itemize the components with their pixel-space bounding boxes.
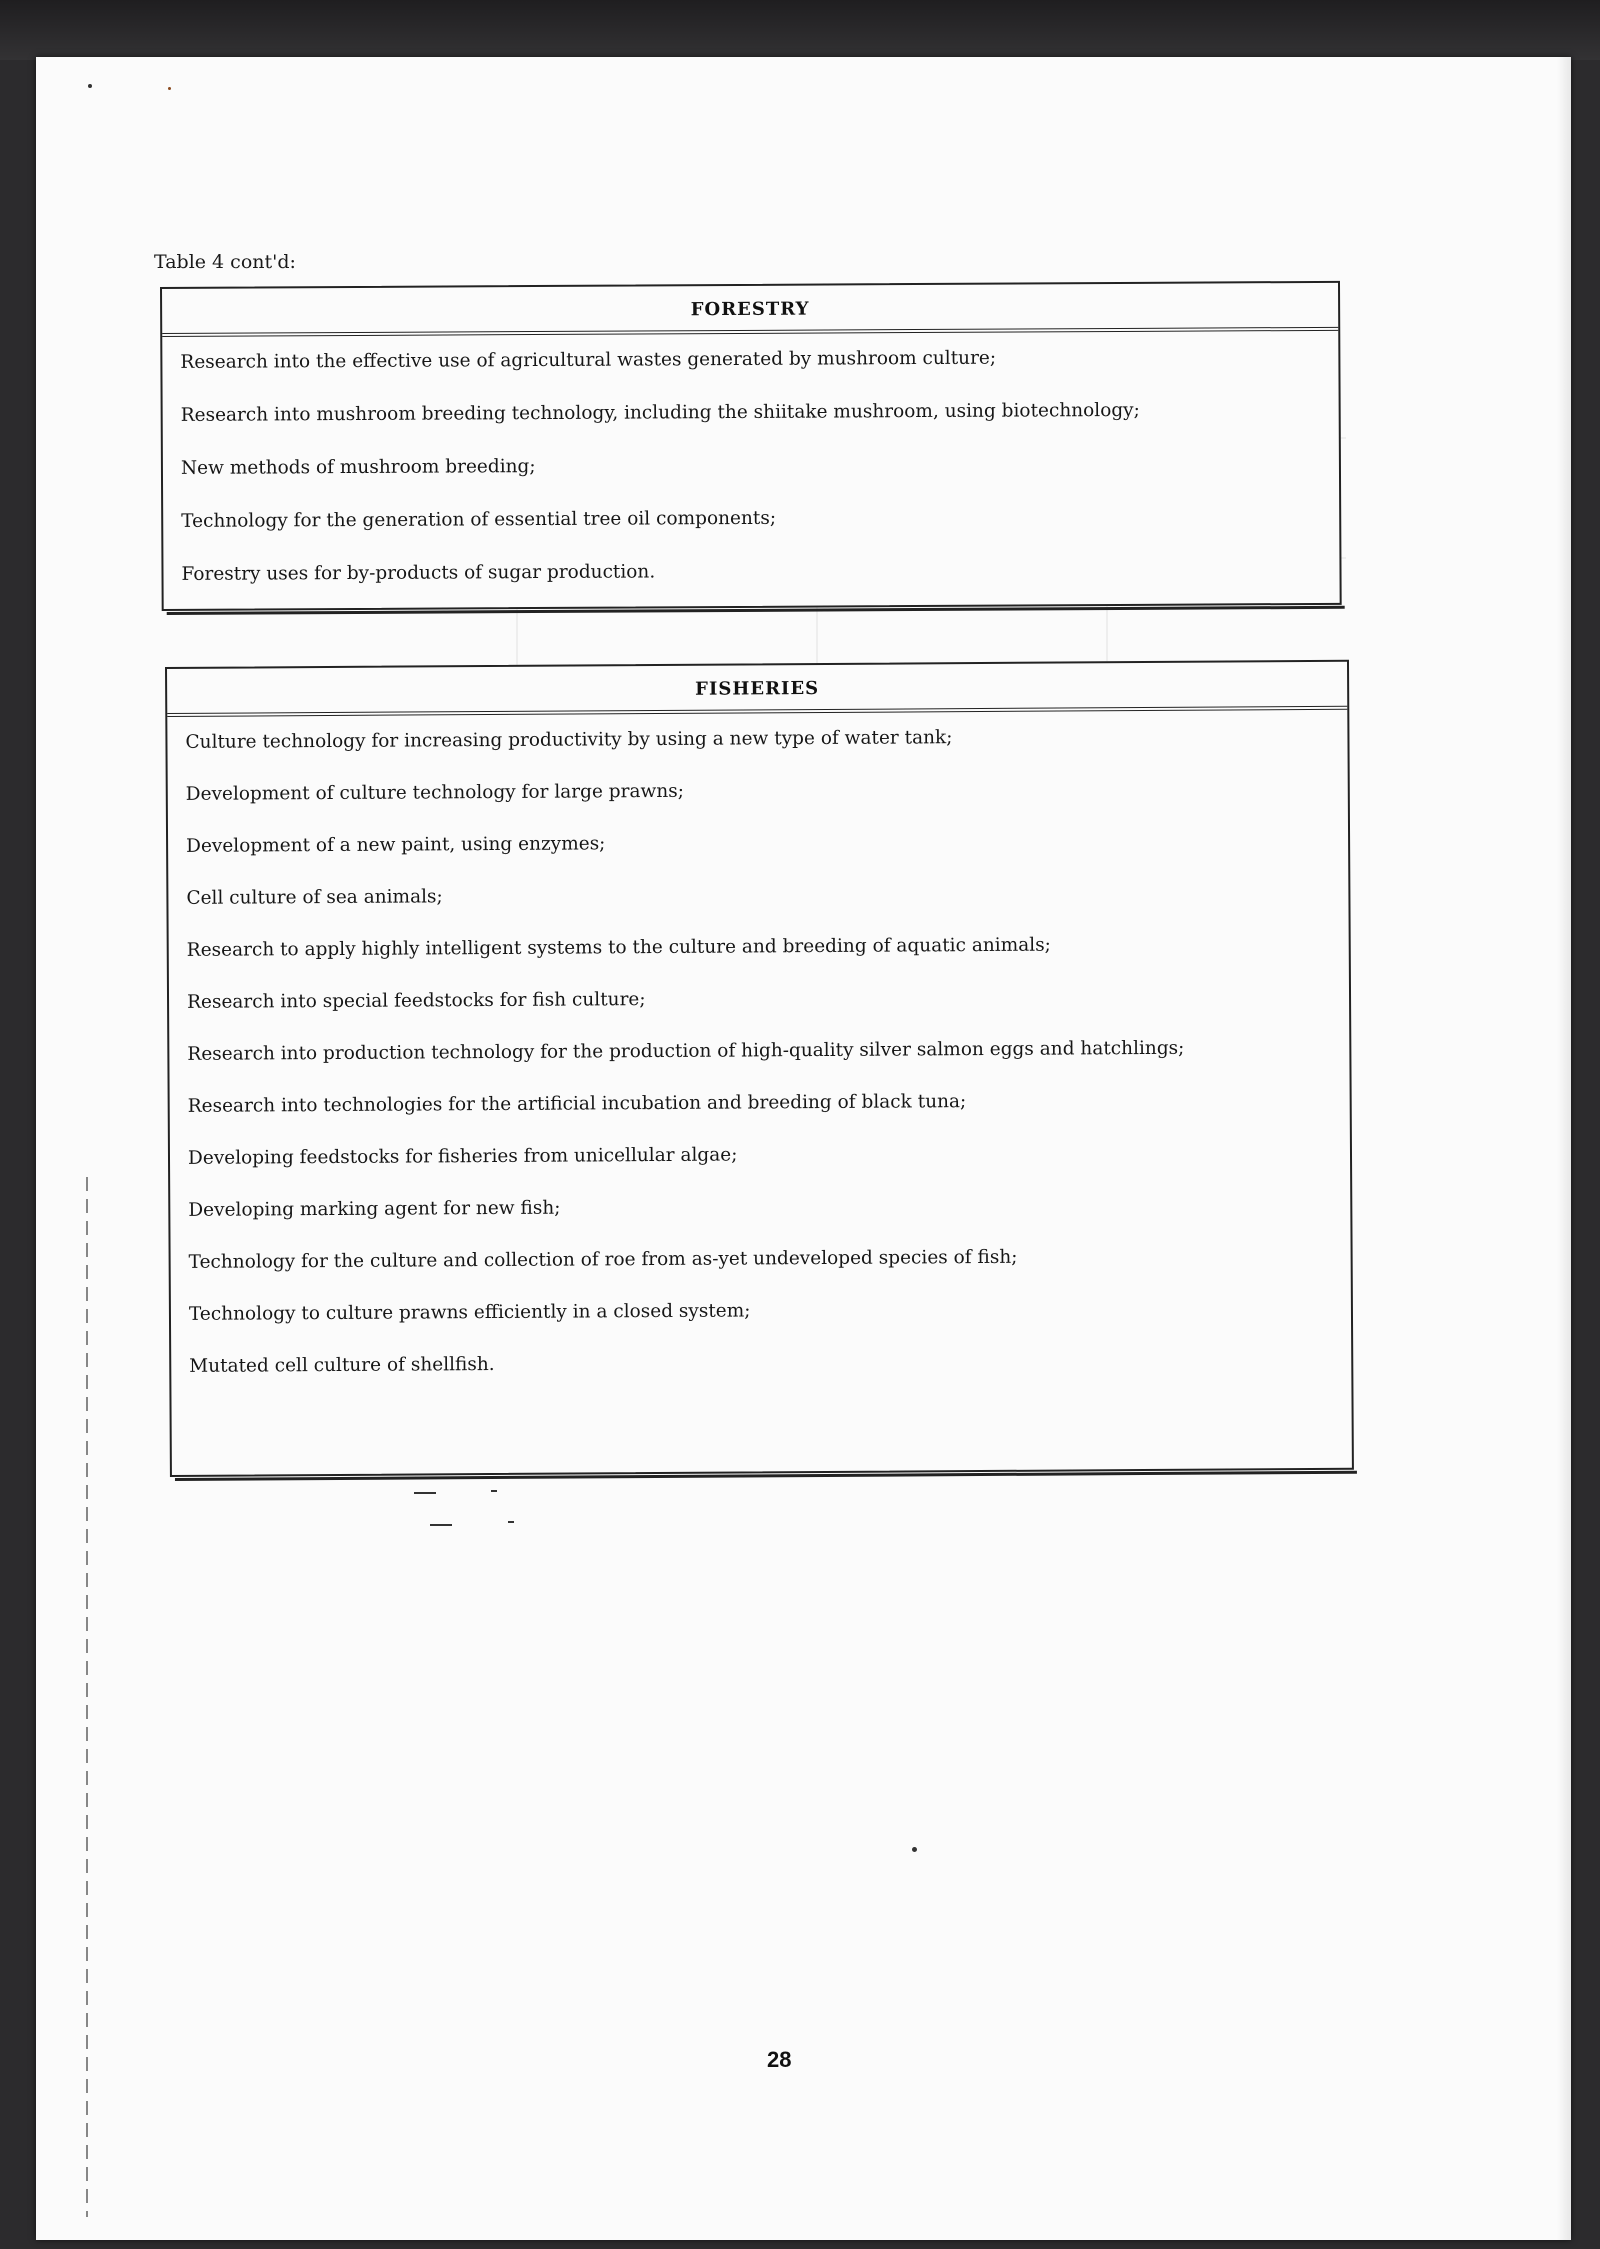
list-item: Research to apply highly intelligent systems to the culture and breeding of aquatic animals; <box>186 934 1051 961</box>
scan-speck <box>168 87 171 90</box>
list-item: Research into production technology for the production of high-quality silver salmon eggs and hatchlings; <box>187 1037 1185 1065</box>
forestry-heading: FORESTRY <box>162 283 1338 337</box>
list-item: Mutated cell culture of shellfish. <box>189 1353 495 1377</box>
table-caption: Table 4 cont'd: <box>154 251 296 273</box>
scan-speck <box>912 1847 917 1852</box>
forestry-table <box>160 281 1342 611</box>
list-item: Technology for the culture and collection of roe from as-yet undeveloped species of fish; <box>188 1246 1018 1273</box>
scan-background <box>0 0 1600 60</box>
list-item: Research into special feedstocks for fish culture; <box>186 989 646 1013</box>
list-item: Culture technology for increasing productivity by using a new type of water tank; <box>185 727 953 753</box>
list-item: Forestry uses for by-products of sugar production. <box>181 561 656 585</box>
list-item: Research into technologies for the artificial incubation and breeding of black tuna; <box>187 1091 967 1117</box>
stray-mark <box>430 1524 452 1526</box>
list-item: Developing marking agent for new fish; <box>188 1197 561 1221</box>
list-item: Research into mushroom breeding technology, including the shiitake mushroom, using biotechnology; <box>180 399 1140 426</box>
list-item: Development of a new paint, using enzymes; <box>186 833 606 857</box>
fisheries-list <box>167 710 1351 1379</box>
list-item: Development of culture technology for large prawns; <box>185 780 685 805</box>
list-item: Research into the effective use of agricultural wastes generated by mushroom culture; <box>180 347 997 373</box>
list-item: Technology for the generation of essential tree oil components; <box>181 507 777 532</box>
fisheries-heading: FISHERIES <box>167 662 1347 717</box>
document-page <box>36 57 1571 2240</box>
stray-mark <box>414 1492 436 1494</box>
page-edge-shadow <box>1557 57 1571 2240</box>
list-item: Developing feedstocks for fisheries from unicellular algae; <box>187 1144 738 1169</box>
stray-mark <box>491 1490 497 1492</box>
forestry-list <box>162 331 1339 587</box>
list-item: New methods of mushroom breeding; <box>180 456 536 479</box>
list-item: Technology to culture prawns efficiently in a closed system; <box>188 1300 751 1325</box>
list-item: Cell culture of sea animals; <box>186 886 443 909</box>
stray-mark <box>508 1521 514 1523</box>
fisheries-table <box>165 660 1354 1477</box>
margin-rule <box>86 1177 88 2217</box>
scan-speck <box>88 84 92 88</box>
page-number: 28 <box>767 2047 792 2072</box>
